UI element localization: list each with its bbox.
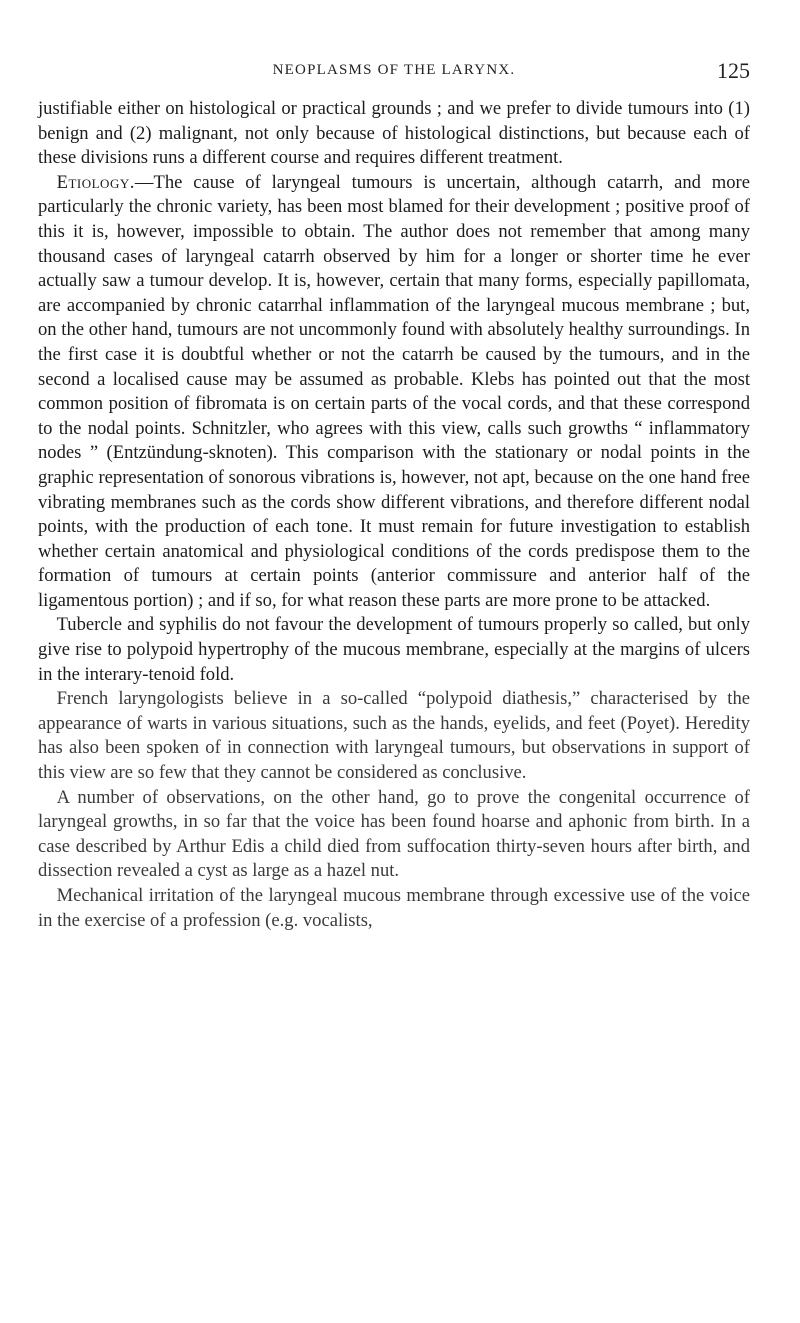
running-head	[38, 58, 750, 86]
paragraph-text: Tubercle and syphilis do not favour the development of tumours properly so called, but only give rise to polypoid hypertrophy of the mucous membrane, especially at the margins of ulcers in the interary-tenoid fold.	[38, 614, 750, 685]
paragraph-text: —The cause of laryngeal tumours is uncertain, although catarrh, and more particularly the chronic variety, has been most blamed for their development ; positive proof of this it is, however, impossible to obtain. The author does not remember that among many thousand cases of laryngeal catarrh observed by him for a longer or shorter time he ever actually saw a tumour develop. It is, however, certain that many forms, especially papillomata, are accompanied by chronic catarrhal inflammation of the laryngeal mucous membrane ; but, on the other hand, tumours are not uncommonly found with absolutely healthy surroundings. In the first case it is doubtful whether or not the catarrh be caused by the tumours, and in the second a localised cause may be assumed as probable. Klebs has pointed out that the most common position of fibromata is on certain parts of the vocal cords, and that these correspond to the nodal points. Schnitzler, who agrees with this view, calls such growths “ inflammatory nodes ” (Entzündung-sknoten). This comparison with the stationary or nodal points in the graphic representation of sonorous vibrations is, however, not apt, because on the one hand free vibrating membranes such as the cords show different vibrations, and therefore different nodal points, with the production of each tone. It must remain for future investigation to establish whether certain anatomical and physiological conditions of the cords predispose them to the formation of tumours at certain points (anterior commissure and anterior half of the ligamentous portion) ; and if so, for what reason these parts are more prone to be attacked.	[38, 171, 750, 611]
section-lead-etiology: Etiology.	[56, 171, 135, 193]
paragraph-text: Mechanical irritation of the laryngeal mucous membrane through excessive use of the voice in the exercise of a profession (e.g. vocalists,	[38, 885, 750, 931]
paragraph-etiology	[38, 171, 750, 614]
paragraph-text: justifiable either on histological or practical grounds ; and we prefer to divide tumours into (1) benign and (2) malignant, not only because of histological distinctions, but because each of these divisions runs a different course and requires different treatment.	[38, 98, 750, 169]
paragraph-text: French laryngologists believe in a so-called “polypoid diathesis,” characterised by the appearance of warts in various situations, such as the hands, eyelids, and feet (Poyet). Heredity has also been spoken of in connection with laryngeal tumours, but observations in support of this view are so few that they cannot be considered as conclusive.	[38, 688, 750, 784]
paragraph-tubercle	[38, 613, 750, 687]
paragraph-mechanical	[38, 884, 750, 933]
paragraph-intro	[38, 97, 750, 171]
page-number: 125	[717, 58, 750, 83]
running-title: NEOPLASMS OF THE LARYNX.	[272, 62, 516, 78]
paragraph-french	[38, 687, 750, 785]
body-text	[38, 97, 750, 933]
paragraph-text: A number of observations, on the other hand, go to prove the congenital occurrence of laryngeal growths, in so far that the voice has been found hoarse and aphonic from birth. In a case described by Arthur Edis a child died from suffocation thirty-seven hours after birth, and dissection revealed a cyst as large as a hazel nut.	[38, 786, 750, 882]
paragraph-congenital	[38, 786, 750, 884]
